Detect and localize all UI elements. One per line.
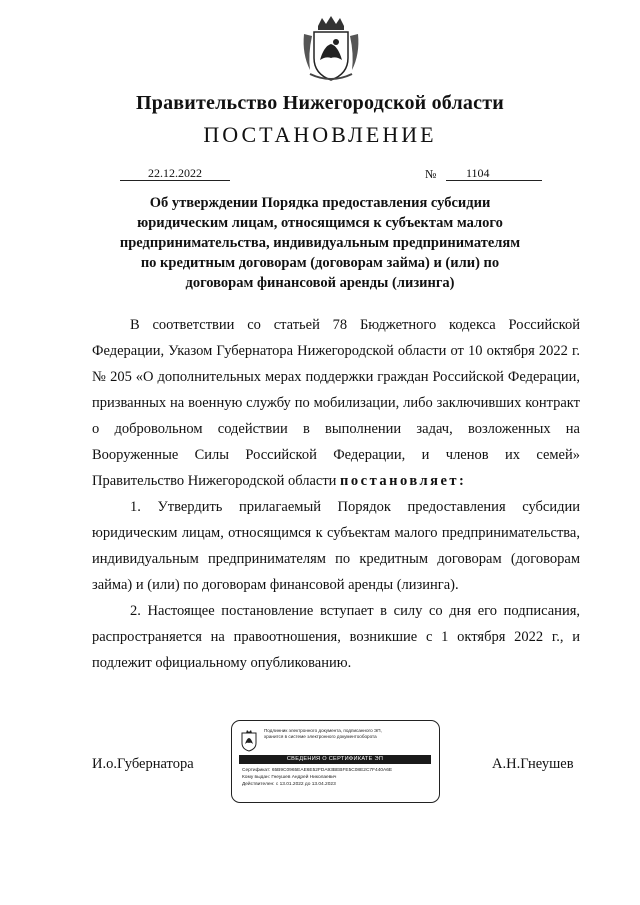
preamble-text: В соответствии со статьей 78 Бюджетного кодекса Российской Федерации, Указом Губернатора Нижегородской области от 10 октября 2022 г. № 205 «О дополнительных мерах поддержки граждан Российской Федерации, призванных на военную службу по мобилизации, либо заключивших контракт о добровольном содействии в выполнении задач, возложенных на Вооруженные Силы Российской Федерации, и членов их семей» Правительство Нижегородской области [92, 317, 580, 489]
signatory-name: А.Н.Гнеушев [492, 756, 574, 772]
item-1-paragraph: 1. Утвердить прилагаемый Порядок предоставления субсидии юридическим лицам, относящимся к субъектам малого предпринимательства, индивидуальным предпринимателям по кредитным договорам (договорам займа) и (или) по договорам финансовой аренды (лизинга). [92, 499, 580, 593]
certificate-header-bar: СВЕДЕНИЯ О СЕРТИФИКАТЕ ЭП [239, 755, 431, 764]
certificate-details [242, 767, 436, 788]
resolves-word: постановляет: [340, 473, 467, 489]
stamp-note [264, 728, 434, 740]
stamp-note-line: хранится в системе электронного документооборота [264, 734, 377, 739]
number-sign: № [425, 167, 437, 181]
e-signature-stamp [231, 720, 440, 803]
item-2-paragraph: 2. Настоящее постановление вступает в силу со дня его подписания, распространяется на правоотношения, возникшие с 1 октября 2022 г., и подлежит официальному опубликованию. [92, 603, 580, 671]
certificate-validity: Действителен: с 13.01.2022 до 13.04.2023 [242, 782, 336, 787]
stamp-note-line: Подлинник электронного документа, подписанного ЭП, [264, 728, 382, 733]
preamble-paragraph [92, 312, 580, 494]
coat-of-arms-icon [300, 14, 362, 84]
stamp-emblem-icon [241, 730, 257, 752]
signatory-position: И.о.Губернатора [92, 756, 194, 772]
title-line: по кредитным договорам (договорам займа) и (или) по [140, 255, 500, 271]
title-line: Об утверждении Порядка предоставления субсидии [149, 195, 491, 211]
title-line: предпринимательства, индивидуальным предпринимателям [119, 235, 521, 251]
title-line: договорам финансовой аренды (лизинга) [185, 275, 455, 291]
document-date: 22.12.2022 [120, 166, 230, 181]
title-line: юридическим лицам, относящимся к субъектам малого [137, 215, 503, 231]
document-type: ПОСТАНОВЛЕНИЕ [203, 122, 437, 147]
document-body [92, 312, 580, 676]
certificate-owner: Кому выдан: Гнеушев Андрей Николаевич [242, 775, 337, 780]
document-number: 1104 [446, 166, 542, 181]
certificate-serial: Сертификат: 65B9C0965EAE6E52FDA93BEBFE5C08E2C7F440A6E [242, 768, 393, 773]
organization-name: Правительство Нижегородской области [136, 92, 504, 114]
document-title [110, 193, 530, 293]
